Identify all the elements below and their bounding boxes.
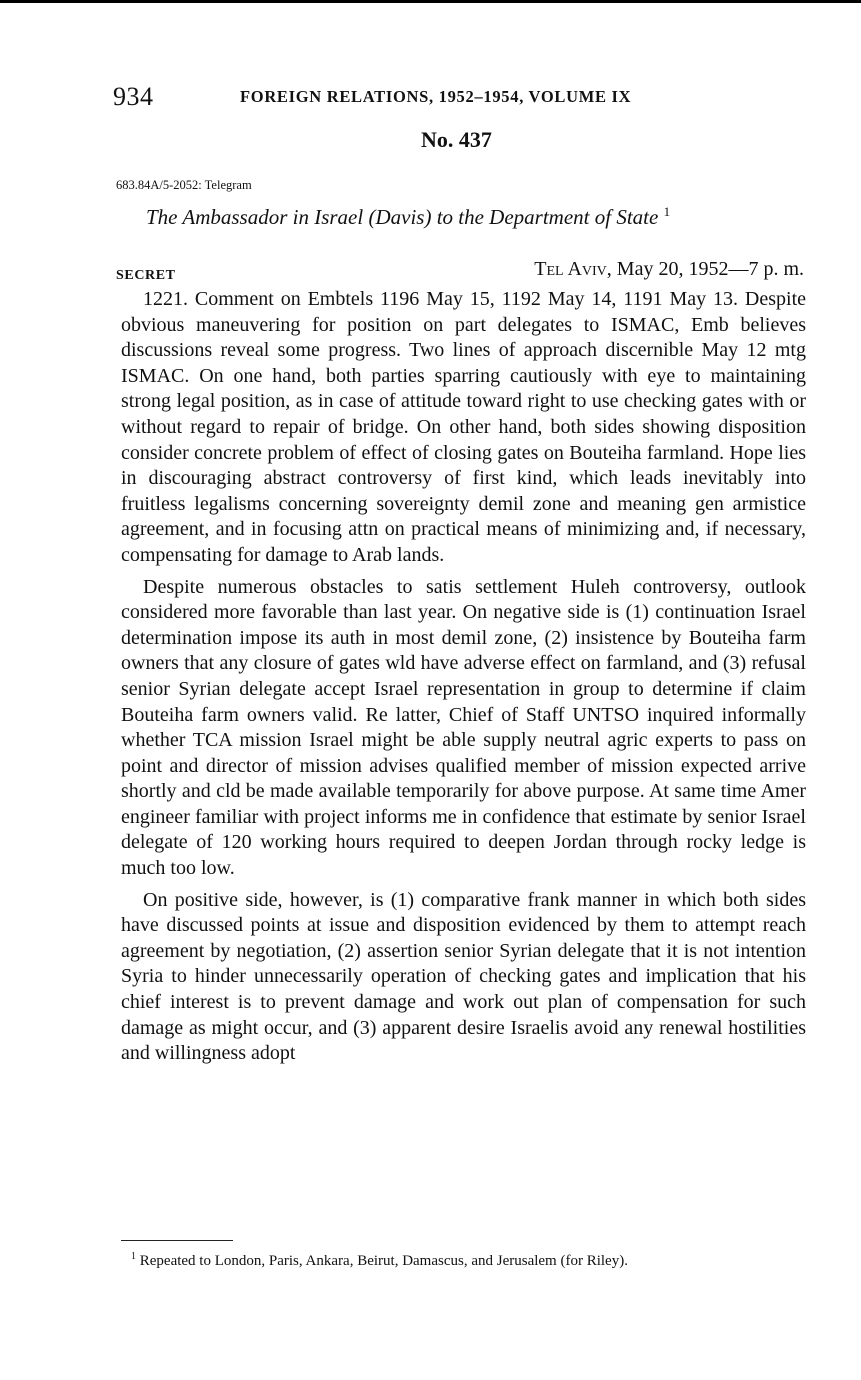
dateline-place: Tel Aviv xyxy=(534,258,607,280)
footnote xyxy=(121,1246,811,1272)
footnote-divider xyxy=(121,1240,233,1241)
body-paragraph: Despite numerous obstacles to satis settlement Huleh controversy, outlook considered more favorable than last year. On negative side is (1) continuation Israel determination impose its auth in most demil zone, (2) insistence by Bouteiha farm owners that any closure of gates wld have adverse effect on farmland, and (3) refusal senior Syrian delegate accept Israel representation in group to determine if claim Bouteiha farm owners valid. Re latter, Chief of Staff UNTSO inquired informally whether TCA mission Israel might be able supply neutral agric experts to pass on point and director of mission advises qualified member of mission expected arrive shortly and cld be made available temporarily for above purpose. At same time Amer engineer familiar with project informs me in confidence that estimate by senior Israel delegate of 120 working hours required to deepen Jordan through rocky ledge is much too low. xyxy=(121,575,806,880)
file-reference: 683.84A/5-2052: Telegram xyxy=(116,178,252,192)
document-title xyxy=(146,204,670,230)
title-footnote-mark: 1 xyxy=(663,204,671,219)
dateline-time: , May 20, 1952—7 p. m. xyxy=(606,258,804,280)
classification-marking: SECRET xyxy=(116,268,176,283)
footnote-text: Repeated to London, Paris, Ankara, Beirut, Damascus, and Jerusalem (for Riley). xyxy=(139,1253,628,1269)
dateline xyxy=(534,258,804,281)
telegram-body xyxy=(121,287,806,1073)
footnote-mark: 1 xyxy=(131,1251,136,1262)
top-border-line xyxy=(0,0,861,3)
document-title-text: The Ambassador in Israel (Davis) to the Department of State xyxy=(146,205,659,229)
body-paragraph: On positive side, however, is (1) comparative frank manner in which both sides have discussed points at issue and disposition evidenced by them to attempt reach agreement by negotiation, (2) assertion senior Syrian delegate that it is not intention Syria to hinder unnecessarily operation of checking gates and implication that his chief interest is to prevent damage and work out plan of compensation for such damage as might occur, and (3) apparent desire Israelis avoid any renewal hostilities and willingness adopt xyxy=(121,888,806,1065)
document-number: No. 437 xyxy=(421,127,492,152)
page-number: 934 xyxy=(113,82,154,111)
body-paragraph: 1221. Comment on Embtels 1196 May 15, 1192 May 14, 1191 May 13. Despite obvious maneuvering for position on part delegates to ISMAC, Emb believes discussions reveal some progress. Two lines of approach discernible May 12 mtg ISMAC. On one hand, both parties sparring cautiously with eye to maintaining strong legal position, as in case of attitude toward right to use checking gates with or without regard to repair of bridge. On other hand, both sides showing disposition consider concrete problem of effect of closing gates on Bouteiha farmland. Hope lies in discouraging abstract controversy of first kind, which leads inevitably into fruitless legalisms concerning sovereignty demil zone and meaning gen armistice agreement, and in focusing attn on practical means of minimizing and, if necessary, compensating for damage to Arab lands. xyxy=(121,288,806,566)
running-head: FOREIGN RELATIONS, 1952–1954, VOLUME IX xyxy=(240,87,632,106)
